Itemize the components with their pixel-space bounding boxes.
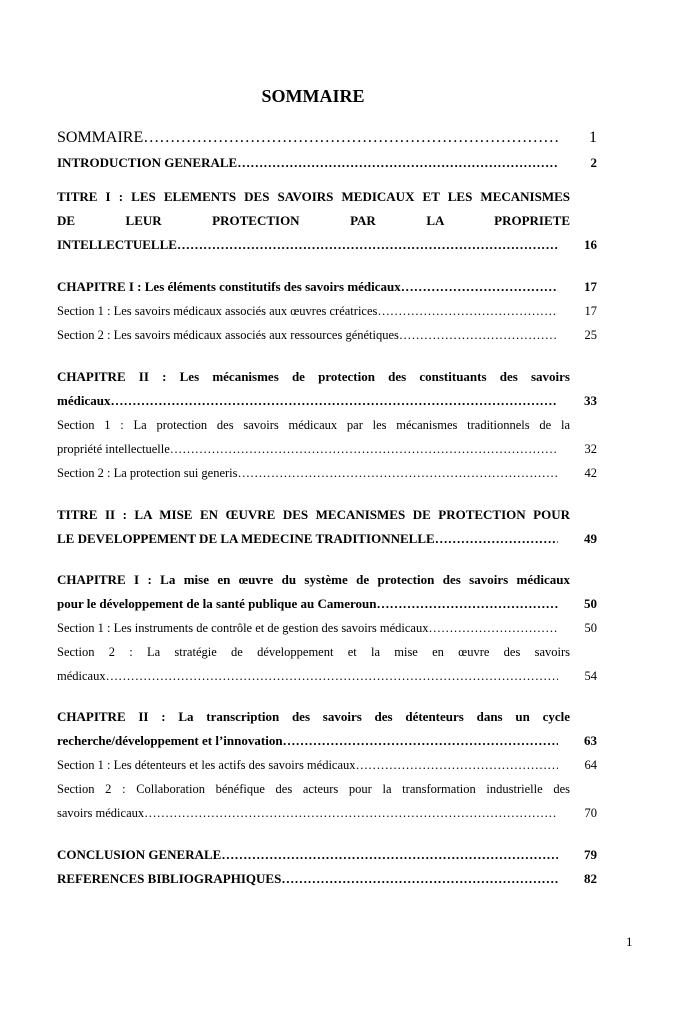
toc-page: 70 bbox=[584, 806, 597, 820]
toc-entry-section[interactable] bbox=[57, 413, 597, 461]
toc-label: INTRODUCTION GENERALE bbox=[57, 155, 238, 170]
dot-leader bbox=[238, 461, 558, 485]
dot-leader bbox=[143, 125, 558, 151]
toc-page: 17 bbox=[584, 304, 597, 318]
toc-entry-section[interactable] bbox=[57, 753, 597, 777]
toc-entry-section[interactable] bbox=[57, 640, 597, 688]
dot-leader bbox=[281, 867, 558, 891]
toc-label: INTELLECTUELLE bbox=[57, 237, 177, 252]
dot-leader bbox=[170, 437, 558, 461]
toc-entry-chapitre-1[interactable] bbox=[57, 568, 597, 616]
toc-label: pour le développement de la santé publique au Cameroun bbox=[57, 596, 377, 611]
toc-page: 25 bbox=[584, 328, 597, 342]
dot-leader bbox=[144, 801, 558, 825]
page-number: 1 bbox=[626, 934, 633, 949]
toc-label: Section 1 : Les détenteurs et les actifs des savoirs médicaux bbox=[57, 758, 356, 772]
toc-page: 50 bbox=[584, 596, 597, 611]
toc-page: 42 bbox=[584, 466, 597, 480]
toc-label: CHAPITRE I : Les éléments constitutifs des savoirs médicaux bbox=[57, 279, 401, 294]
dot-leader bbox=[435, 527, 558, 551]
toc-line: Section 1 : La protection des savoirs médicaux par les mécanismes traditionnels de la bbox=[57, 418, 570, 432]
toc-label: SOMMAIRE bbox=[57, 129, 144, 146]
toc-entry-section[interactable] bbox=[57, 616, 597, 640]
toc-label: propriété intellectuelle bbox=[57, 442, 170, 456]
dot-leader bbox=[106, 664, 558, 688]
dot-leader bbox=[221, 843, 558, 867]
dot-leader bbox=[377, 592, 558, 616]
dot-leader bbox=[356, 753, 558, 777]
toc-line: CHAPITRE II : Les mécanismes de protection des constituants des savoirs bbox=[57, 369, 570, 384]
toc-label: médicaux bbox=[57, 393, 111, 408]
toc-page: 49 bbox=[584, 531, 597, 546]
toc-page: 82 bbox=[584, 871, 597, 886]
toc-label: Section 2 : Les savoirs médicaux associés aux ressources génétiques bbox=[57, 328, 399, 342]
dot-leader bbox=[283, 729, 558, 753]
toc-entry-titre-1[interactable] bbox=[57, 185, 597, 257]
toc-entry-chapitre-2[interactable] bbox=[57, 705, 597, 753]
toc-page: 17 bbox=[584, 279, 597, 294]
toc-label: Section 1 : Les instruments de contrôle et de gestion des savoirs médicaux bbox=[57, 621, 429, 635]
toc-line: TITRE I : LES ELEMENTS DES SAVOIRS MEDICAUX ET LES MECANISMES bbox=[57, 189, 570, 204]
dot-leader bbox=[401, 275, 558, 299]
toc-line: Section 2 : Collaboration bénéfique des acteurs pour la transformation industrielle des bbox=[57, 782, 570, 796]
toc-entry-chapitre-1[interactable] bbox=[57, 275, 597, 299]
dot-leader bbox=[177, 233, 558, 257]
toc-entry-chapitre-2[interactable] bbox=[57, 365, 597, 413]
toc-label: savoirs médicaux bbox=[57, 806, 145, 820]
toc-entry-conclusion[interactable] bbox=[57, 843, 597, 867]
toc-page: 1 bbox=[589, 129, 597, 146]
toc-line: CHAPITRE II : La transcription des savoirs des détenteurs dans un cycle bbox=[57, 709, 570, 724]
toc-entry-section[interactable] bbox=[57, 461, 597, 485]
toc-line: CHAPITRE I : La mise en œuvre du système de protection des savoirs médicaux bbox=[57, 572, 570, 587]
toc-label: Section 1 : Les savoirs médicaux associés aux œuvres créatrices bbox=[57, 304, 378, 318]
toc-page: 16 bbox=[584, 237, 597, 252]
dot-leader bbox=[428, 616, 558, 640]
dot-leader bbox=[377, 299, 558, 323]
toc-line: Section 2 : La stratégie de développement et la mise en œuvre des savoirs bbox=[57, 645, 570, 659]
toc-entry-references[interactable] bbox=[57, 867, 597, 891]
toc-label: recherche/développement et l’innovation bbox=[57, 733, 283, 748]
toc-entry-sommaire[interactable] bbox=[57, 125, 597, 151]
page-title: SOMMAIRE bbox=[261, 86, 365, 106]
toc-entry-section[interactable] bbox=[57, 777, 597, 825]
toc-label: REFERENCES BIBLIOGRAPHIQUES bbox=[57, 871, 282, 886]
toc-page: 33 bbox=[584, 393, 597, 408]
toc-entry-introduction[interactable] bbox=[57, 151, 597, 175]
toc-page: 2 bbox=[590, 155, 597, 170]
toc-line: DE LEUR PROTECTION PAR LA PROPRIETE bbox=[57, 213, 570, 228]
toc-page: 63 bbox=[584, 733, 597, 748]
toc-label: médicaux bbox=[57, 669, 106, 683]
toc-page: 64 bbox=[584, 758, 597, 772]
toc-label: CONCLUSION GENERALE bbox=[57, 847, 222, 862]
toc-entry-titre-2[interactable] bbox=[57, 503, 597, 551]
toc-line: TITRE II : LA MISE EN ŒUVRE DES MECANISMES DE PROTECTION POUR bbox=[57, 507, 570, 522]
dot-leader bbox=[237, 151, 558, 175]
toc-label: Section 2 : La protection sui generis bbox=[57, 466, 238, 480]
toc-entry-section[interactable] bbox=[57, 299, 597, 323]
toc-page: 79 bbox=[584, 847, 597, 862]
toc-page: 32 bbox=[584, 442, 597, 456]
toc-page: 54 bbox=[584, 669, 597, 683]
dot-leader bbox=[399, 323, 558, 347]
toc-entry-section[interactable] bbox=[57, 323, 597, 347]
toc-page: 50 bbox=[584, 621, 597, 635]
dot-leader bbox=[110, 389, 558, 413]
toc-label: LE DEVELOPPEMENT DE LA MEDECINE TRADITIONNELLE bbox=[57, 531, 435, 546]
